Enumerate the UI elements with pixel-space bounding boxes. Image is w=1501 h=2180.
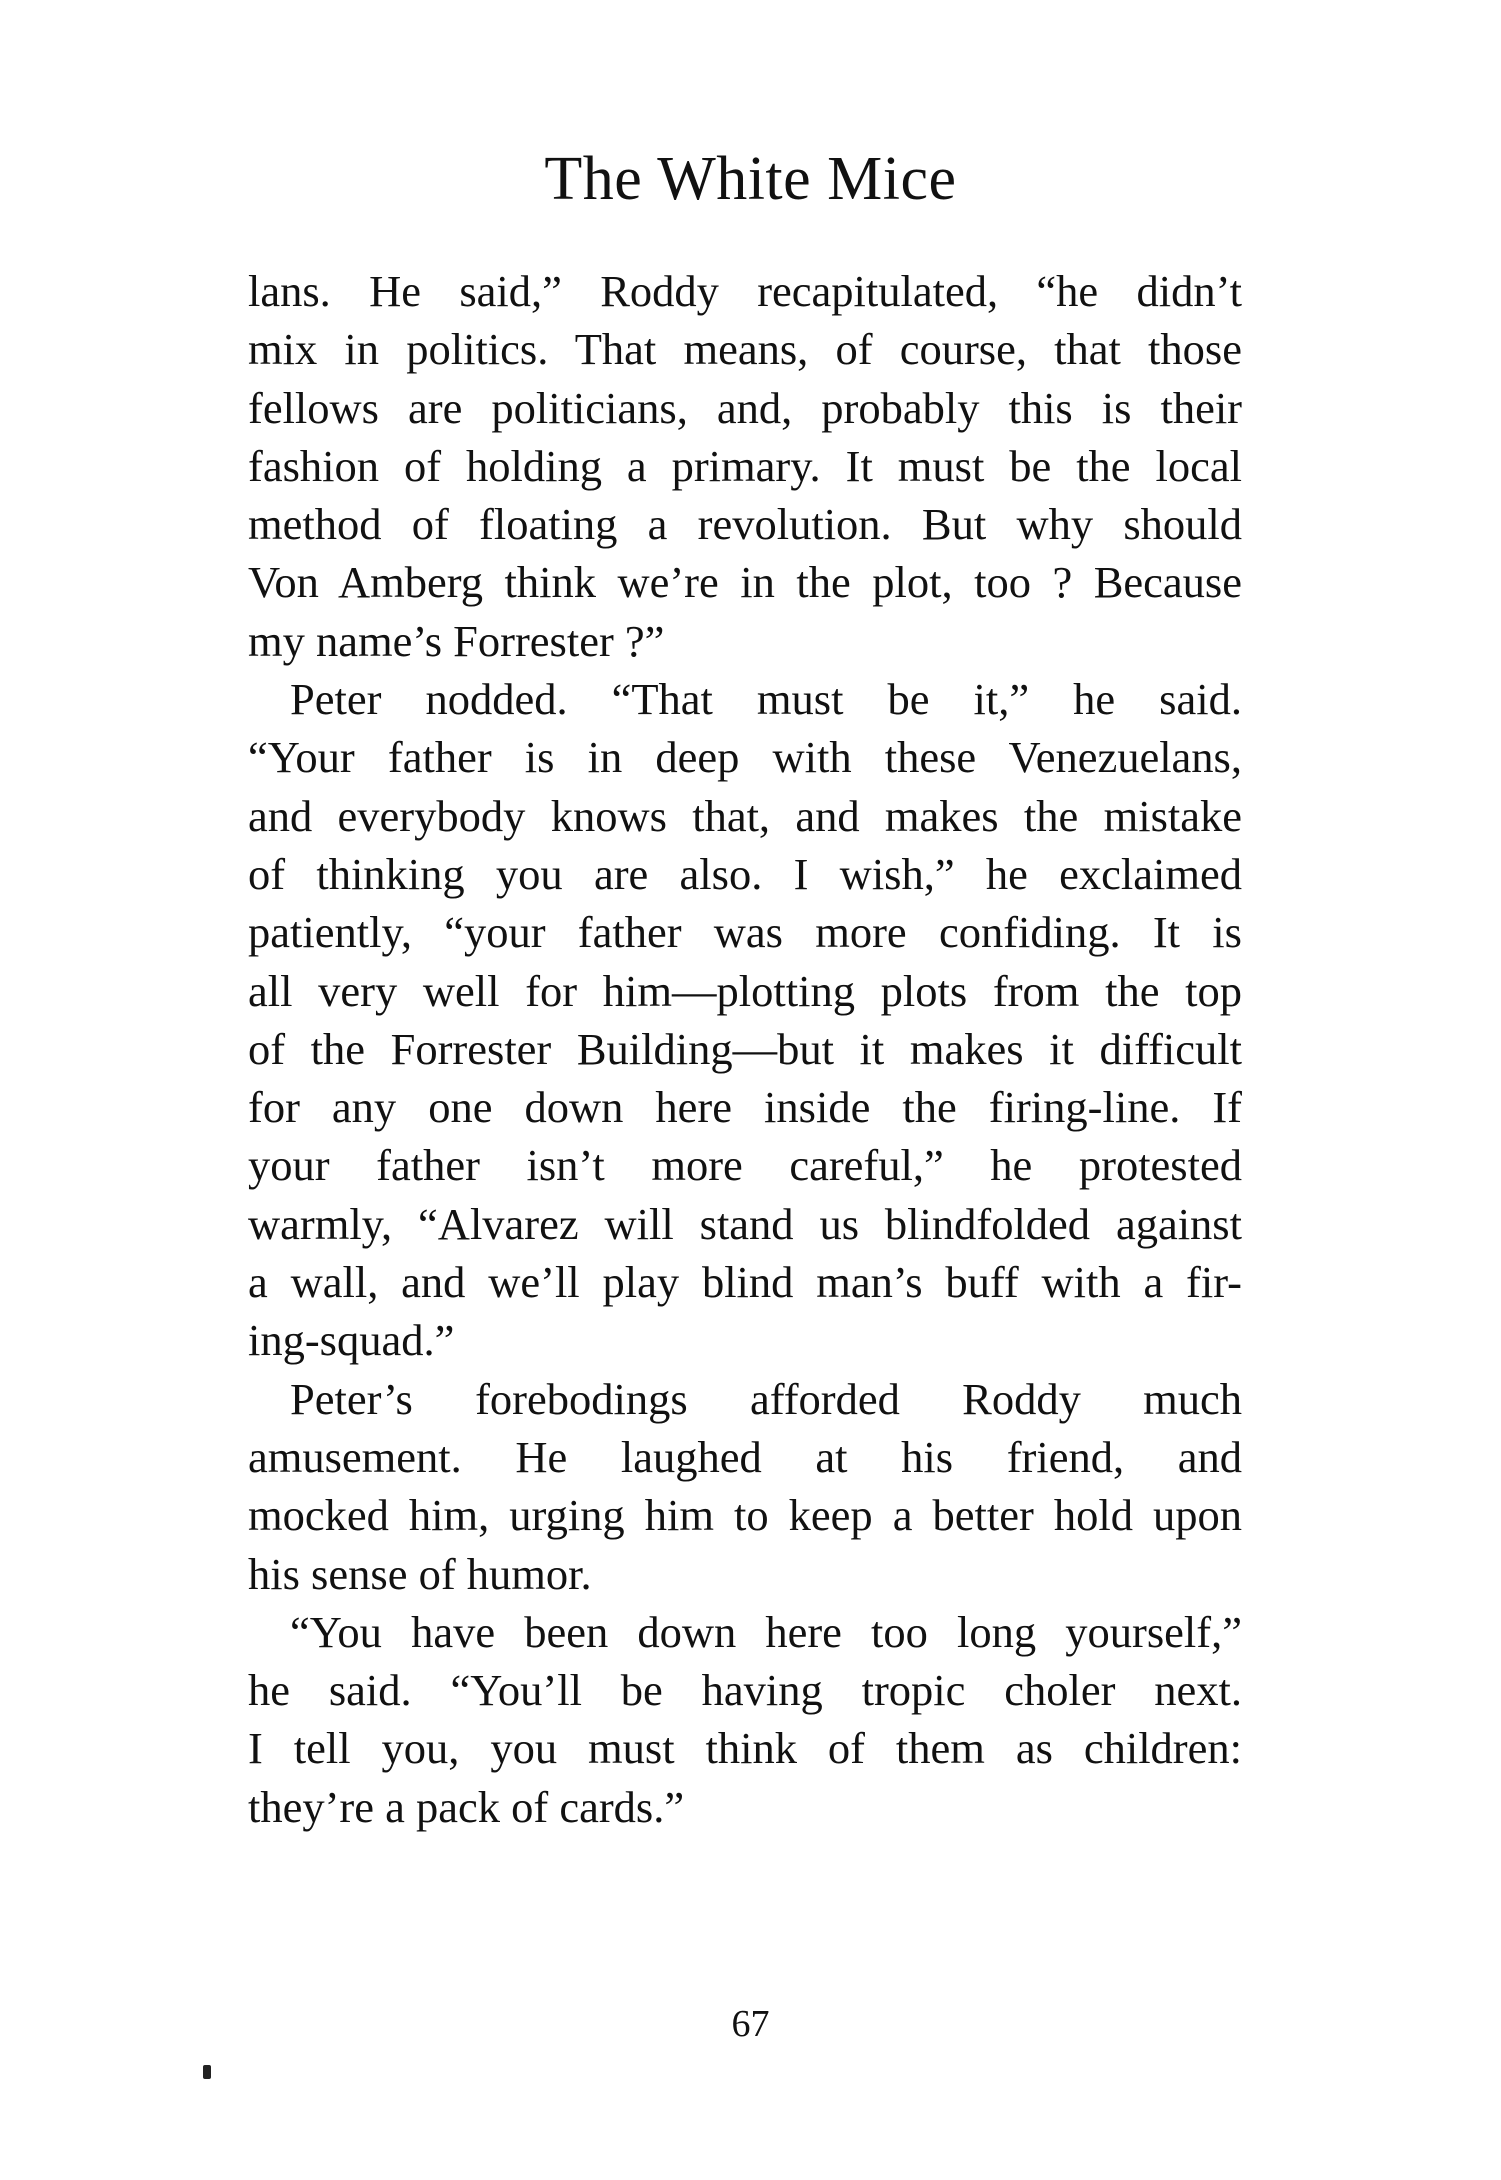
text-line: fashion of holding a primary. It must be the local bbox=[248, 440, 1242, 491]
text-line: fellows are politicians, and, probably this is their bbox=[248, 382, 1242, 433]
text-line: method of floating a revolution. But why should bbox=[248, 499, 1242, 550]
text-line: mix in politics. That means, of course, that those bbox=[248, 324, 1242, 375]
text-line: lans. He said,” Roddy recapitulated, “he didn’t bbox=[248, 266, 1242, 316]
page-number: 67 bbox=[731, 2003, 770, 2045]
text-line: patiently, “your father was more confiding. It is bbox=[248, 907, 1242, 958]
text-line: and everybody knows that, and makes the mistake bbox=[248, 790, 1242, 841]
margin-ink-mark bbox=[203, 2065, 211, 2079]
text-line: he said. “You’ll be having tropic choler next. bbox=[248, 1665, 1242, 1716]
text-line: amusement. He laughed at his friend, and bbox=[248, 1431, 1242, 1482]
text-line: a wall, and we’ll play blind man’s buff with a fir- bbox=[248, 1257, 1242, 1308]
text-line: Von Amberg think we’re in the plot, too ? Because bbox=[248, 557, 1242, 608]
text-line: “Your father is in deep with these Venezuelans, bbox=[248, 732, 1242, 783]
text-line: ing-squad.” bbox=[248, 1315, 455, 1366]
text-line: of the Forrester Building—but it makes it difficult bbox=[248, 1023, 1242, 1074]
text-line: “You have been down here too long yourself,” bbox=[290, 1606, 1242, 1657]
text-line: Peter nodded. “That must be it,” he said. bbox=[290, 674, 1242, 725]
text-line: they’re a pack of cards.” bbox=[248, 1781, 685, 1832]
text-line: mocked him, urging him to keep a better hold upon bbox=[248, 1490, 1242, 1541]
text-line: Peter’s forebodings afforded Roddy much bbox=[290, 1373, 1242, 1424]
text-line: my name’s Forrester ?” bbox=[248, 615, 665, 666]
body-text bbox=[248, 262, 1242, 1836]
text-line: his sense of humor. bbox=[248, 1548, 592, 1599]
text-line: of thinking you are also. I wish,” he exclaimed bbox=[248, 848, 1242, 899]
text-line: for any one down here inside the firing-line. If bbox=[248, 1082, 1242, 1133]
running-head: The White Mice bbox=[544, 145, 957, 213]
text-line: all very well for him—plotting plots from the top bbox=[248, 965, 1242, 1016]
text-line: your father isn’t more careful,” he protested bbox=[248, 1140, 1242, 1191]
text-line: warmly, “Alvarez will stand us blindfolded against bbox=[248, 1198, 1242, 1249]
text-line: I tell you, you must think of them as children: bbox=[248, 1723, 1242, 1774]
